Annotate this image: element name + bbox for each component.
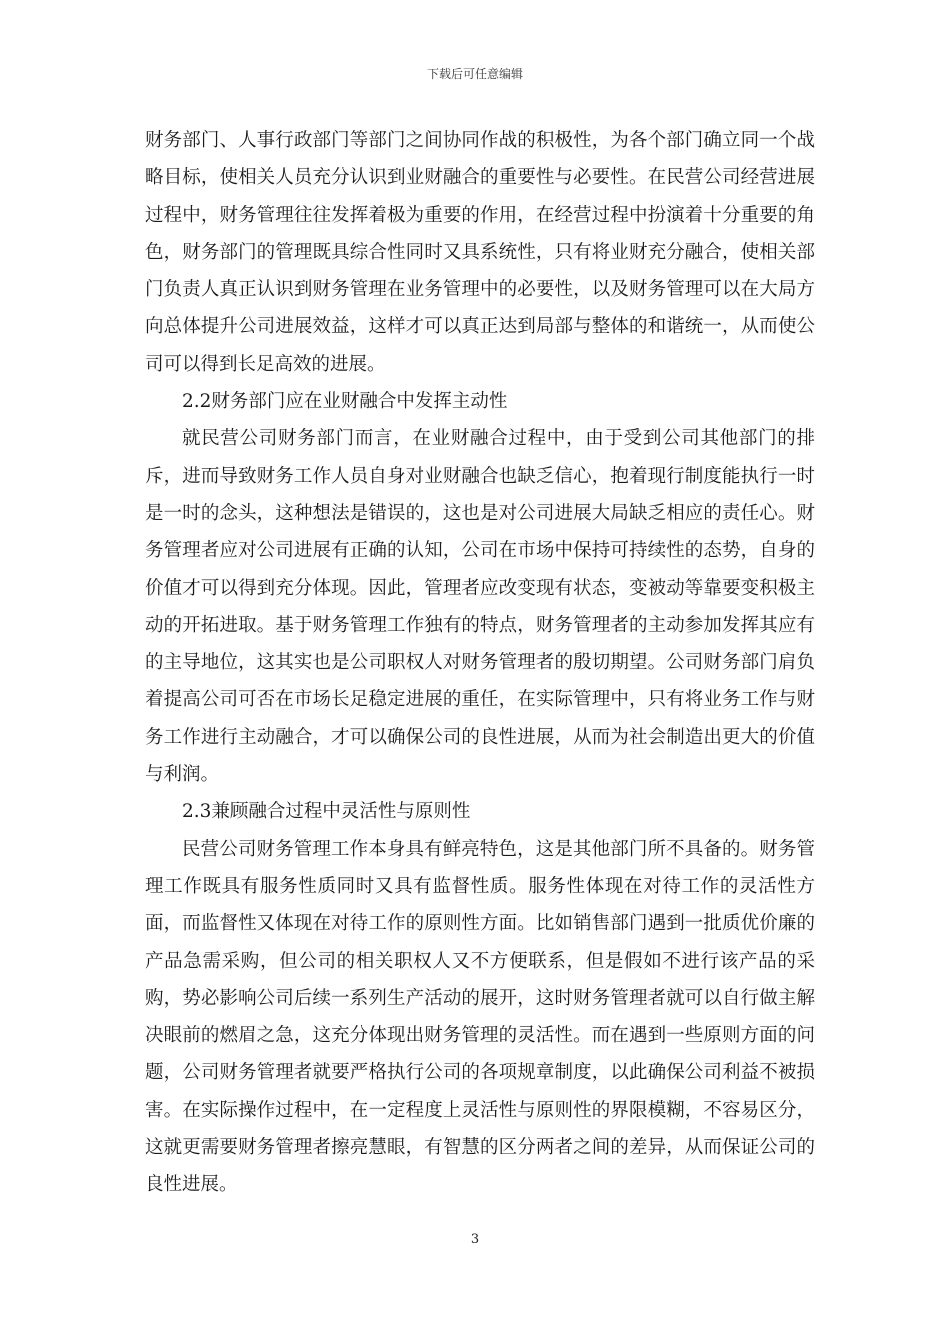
page-number: 3 <box>470 1232 480 1247</box>
body-paragraph: 财务部门、人事行政部门等部门之间协同作战的积极性，为各个部门确立同一个战略目标，使相关人员充分认识到业财融合的重要性与必要性。在民营公司经营进展过程中，财务管理往往发挥着极为重要的作用，在经营过程中扮演着十分重要的角色，财务部门的管理既具综合性同时又具系统性，只有将业财充分融合，使相关部门负责人真正认识到财务管理在业务管理中的必要性，以及财务管理可以在大局方向总体提升公司进展效益，这样才可以真正达到局部与整体的和谐统一，从而使公司可以得到长足高效的进展。 <box>145 130 815 375</box>
section-heading: 2.3兼顾融合过程中灵活性与原则性 <box>182 801 471 823</box>
body-paragraph: 民营公司财务管理工作本身具有鲜亮特色，这是其他部门所不具备的。财务管理工作既具有服务性质同时又具有监督性质。服务性体现在对待工作的灵活性方面，而监督性又体现在对待工作的原则性方面。比如销售部门遇到一批质优价廉的产品急需采购，但公司的相关职权人又不方便联系，但是假如不进行该产品的采购，势必影响公司后续一系列生产活动的展开，这时财务管理者就可以自行做主解决眼前的燃眉之急，这充分体现出财务管理的灵活性。而在遇到一些原则方面的问题，公司财务管理者就要严格执行公司的各项规章制度，以此确保公司利益不被损害。在实际操作过程中，在一定程度上灵活性与原则性的界限模糊，不容易区分，这就更需要财务管理者擦亮慧眼，有智慧的区分两者之间的差异，从而保证公司的良性进展。 <box>145 838 815 1196</box>
document-body <box>145 122 815 1204</box>
body-paragraph: 就民营公司财务部门而言，在业财融合过程中，由于受到公司其他部门的排斥，进而导致财务工作人员自身对业财融合也缺乏信心，抱着现行制度能执行一时是一时的念头，这种想法是错误的，这也是对公司进展大局缺乏相应的责任心。财务管理者应对公司进展有正确的认知，公司在市场中保持可持续性的态势，自身的价值才可以得到充分体现。因此，管理者应改变现有状态，变被动等靠要变积极主动的开拓进取。基于财务管理工作独有的特点，财务管理者的主动参加发挥其应有的主导地位，这其实也是公司职权人对财务管理者的殷切期望。公司财务部门肩负着提高公司可否在市场长足稳定进展的重任，在实际管理中，只有将业务工作与财务工作进行主动融合，才可以确保公司的良性进展，从而为社会制造出更大的价值与利润。 <box>145 428 815 786</box>
page-header: 下载后可任意编辑 <box>426 67 523 81</box>
section-heading: 2.2财务部门应在业财融合中发挥主动性 <box>182 391 508 413</box>
